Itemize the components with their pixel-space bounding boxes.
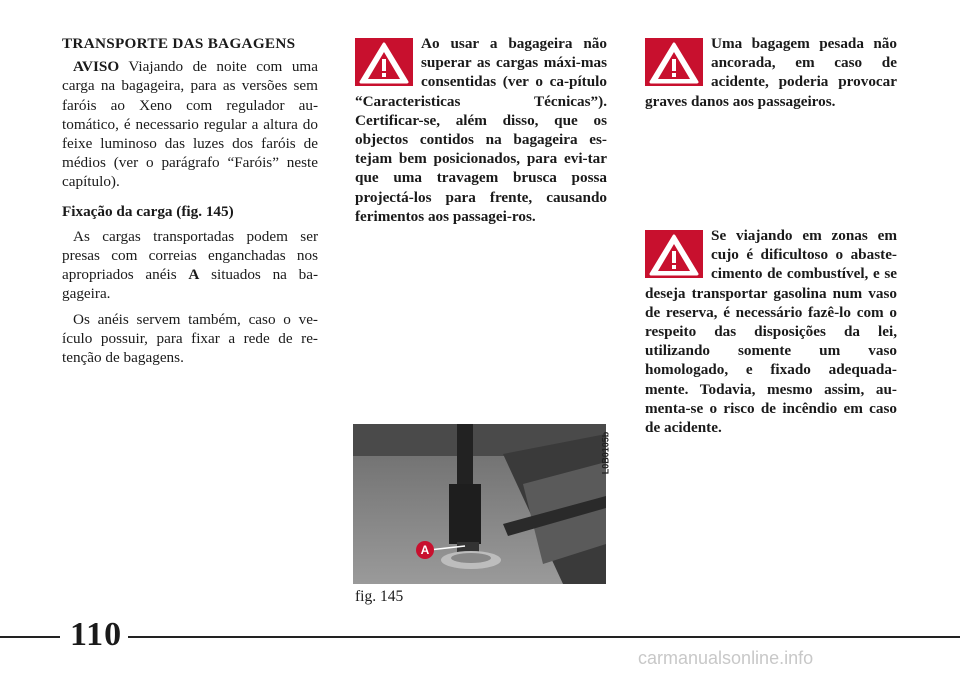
page-number: 110	[70, 616, 123, 653]
cargo-text-before: As cargas transportadas podem ser presas com correias enganchadas nos apropriados anéis	[62, 227, 318, 284]
warning-triangle-icon	[355, 38, 413, 86]
ring-marker: A	[188, 266, 200, 284]
aviso-label: AVISO	[73, 58, 120, 76]
footer-rule-right	[128, 636, 960, 638]
column-1	[62, 34, 318, 373]
subheading-fixacao: Fixação da carga (fig. 145)	[62, 202, 234, 220]
warning-fuel-container: Se viajando em zonas em cujo é dificultoso o abaste-cimento de combustível, e se deseja transportar gasolina num vaso de reserva, é necessário fazê-lo com o respeito das disposições da lei, utilizando somente um vaso homologado, e fixado adequada-mente. Todavia, mesmo assim, au-menta-se o risco de incêndio em caso de acidente.	[645, 227, 897, 437]
figure-code	[600, 424, 618, 484]
section-heading: TRANSPORTE DAS BAGAGENS	[62, 35, 296, 52]
column-2	[355, 34, 607, 226]
figure-145-photo	[353, 424, 606, 584]
figure-marker-a: A	[420, 543, 430, 557]
cargo-paragraph	[62, 227, 318, 304]
watermark: carmanualsonline.info	[638, 648, 814, 668]
column-3-lower	[645, 226, 897, 437]
footer-rule-left	[0, 636, 60, 638]
warning-unanchored-load: Uma bagagem pesada não ancorada, em caso de acidente, poderia provocar graves danos aos passageiros.	[645, 35, 897, 110]
warning-triangle-icon	[645, 38, 703, 86]
rings-paragraph: Os anéis servem também, caso o ve-ículo possuir, para fixar a rede de re-tenção de bagagens.	[62, 310, 318, 367]
figure-caption: fig. 145	[355, 588, 404, 605]
cargo-text-after: situados na ba-gageira.	[62, 266, 319, 303]
warning-load-limit: Ao usar a bagageira não superar as cargas máxi-mas consentidas (ver o ca-pítulo “Caracteristicas Técnicas”). Certificar-se, além disso, que os objectos contidos na bagageira es-tejam bem posicionados, para evi-tar que uma travagem brusca possa projectá-los para frente, causando ferimentos aos passagei-ros.	[355, 35, 607, 225]
aviso-text: Viajando de noite com uma carga na bagageira, para as versões sem faróis ao Xeno com regulador au-tomático, é necessario regular a altura do feixe luminoso das luzes dos faróis de médios (ver o parágrafo “Faróis” neste capítulo).	[62, 58, 318, 191]
warning-triangle-icon	[645, 230, 703, 278]
aviso-paragraph	[62, 57, 318, 191]
trunk-ring-illustration	[353, 424, 606, 584]
column-3	[645, 34, 897, 111]
figure-code-text: L0B0105b	[600, 431, 611, 475]
